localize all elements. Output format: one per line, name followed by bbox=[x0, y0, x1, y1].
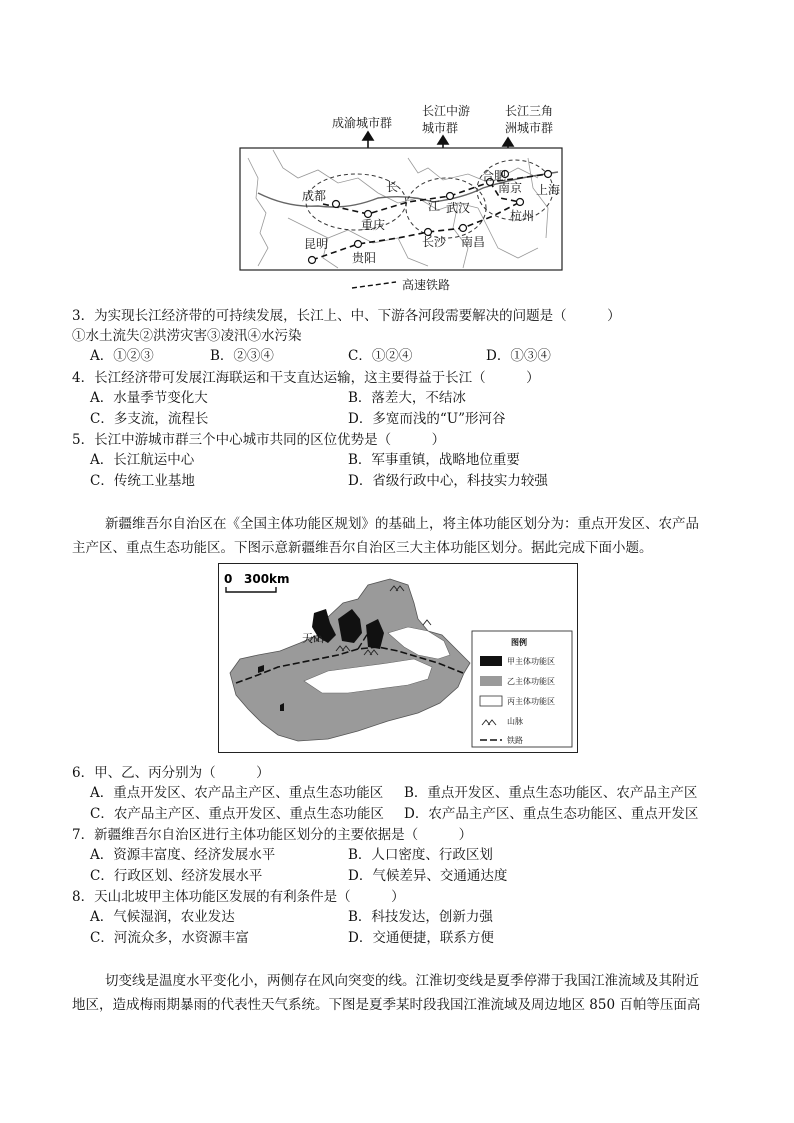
scale-zero: 0 bbox=[224, 572, 233, 586]
xinjiang-map-figure bbox=[218, 563, 578, 753]
question-7-option-d[interactable]: D．气候差异、交通通达度 bbox=[348, 868, 508, 884]
legend-swatch-jia bbox=[480, 656, 502, 666]
question-8-option-c[interactable]: C．河流众多，水资源丰富 bbox=[90, 930, 249, 946]
question-3-option-b[interactable]: B．②③④ bbox=[210, 348, 274, 364]
legend-label-yi: 乙主体功能区 bbox=[507, 677, 555, 686]
city-shanghai: 上海 bbox=[536, 183, 561, 197]
yangtze-map bbox=[228, 98, 568, 298]
callout-chengyu: 成渝城市群 bbox=[332, 116, 393, 130]
question-7-stem: 7．新疆维吾尔自治区进行主体功能区划分的主要依据是（ ） bbox=[72, 827, 473, 843]
callout-middle-1: 长江中游 bbox=[422, 104, 471, 118]
question-5-stem: 5．长江中游城市群三个中心城市共同的区位优势是（ ） bbox=[72, 432, 446, 448]
question-4-stem: 4．长江经济带可发展江海联运和干支直达运输，这主要得益于长江（ ） bbox=[72, 370, 540, 386]
question-8-option-d[interactable]: D．交通便捷，联系方便 bbox=[348, 930, 494, 946]
legend-swatch-bing bbox=[480, 696, 502, 706]
railway-legend-symbol bbox=[352, 282, 396, 288]
river-char-chang: 长 bbox=[386, 180, 399, 194]
legend-title: 图例 bbox=[511, 638, 527, 647]
question-3-subitems: ①水土流失②洪涝灾害③凌汛④水污染 bbox=[72, 328, 302, 344]
yangtze-map-figure bbox=[228, 98, 568, 298]
city-chongqing: 重庆 bbox=[361, 218, 386, 232]
question-6-option-c[interactable]: C．农产品主产区、重点开发区、重点生态功能区 bbox=[90, 806, 384, 822]
question-5-option-c[interactable]: C．传统工业基地 bbox=[90, 473, 195, 489]
tianshan-label: 天山 bbox=[302, 632, 324, 645]
city-hefei: 合肥 bbox=[482, 169, 507, 183]
passage-3-line-2: 地区，造成梅雨期暴雨的代表性天气系统。下图是夏季某时段我国江淮流域及周边地区 850 百帕等压面高 bbox=[72, 997, 701, 1013]
question-7-option-a[interactable]: A．资源丰富度、经济发展水平 bbox=[90, 847, 276, 863]
question-3-option-c[interactable]: C．①②④ bbox=[348, 348, 413, 364]
question-8-option-b[interactable]: B．科技发达，创新力强 bbox=[348, 909, 493, 925]
passage-2-line-2: 主产区、重点生态功能区。下图示意新疆维吾尔自治区三大主体功能区划分。据此完成下面小题。 bbox=[72, 540, 653, 556]
callout-middle-2: 城市群 bbox=[422, 121, 459, 135]
railway-legend-label: 高速铁路 bbox=[402, 278, 451, 292]
question-6-option-a[interactable]: A．重点开发区、农产品主产区、重点生态功能区 bbox=[90, 785, 384, 801]
question-3-option-a[interactable]: A．①②③ bbox=[90, 348, 154, 364]
question-7-option-c[interactable]: C．行政区划、经济发展水平 bbox=[90, 868, 263, 884]
city-nanjing: 南京 bbox=[498, 181, 523, 195]
legend-label-mountain: 山脉 bbox=[507, 717, 523, 726]
question-6-stem: 6．甲、乙、丙分别为（ ） bbox=[72, 765, 270, 781]
callout-delta-1: 长江三角 bbox=[505, 104, 554, 118]
legend-swatch-yi bbox=[480, 676, 502, 686]
legend-label-bing: 丙主体功能区 bbox=[507, 697, 555, 706]
xinjiang-map bbox=[218, 563, 578, 753]
question-7-option-b[interactable]: B．人口密度、行政区划 bbox=[348, 847, 493, 863]
question-6-option-b[interactable]: B．重点开发区、重点生态功能区、农产品主产区 bbox=[404, 785, 698, 801]
question-3-option-d[interactable]: D．①③④ bbox=[486, 348, 551, 364]
passage-3-line-1: 切变线是温度水平变化小，两侧存在风向突变的线。江淮切变线是夏季停滞于我国江淮流域及其附近 bbox=[105, 973, 699, 989]
city-hangzhou: 杭州 bbox=[510, 209, 535, 223]
legend-label-railway: 铁路 bbox=[507, 736, 523, 745]
question-4-option-a[interactable]: A．水量季节变化大 bbox=[90, 390, 208, 406]
question-5-option-a[interactable]: A．长江航运中心 bbox=[90, 452, 195, 468]
city-guiyang: 贵阳 bbox=[352, 251, 377, 265]
city-kunming: 昆明 bbox=[304, 237, 329, 251]
river-char-jiang: 江 bbox=[428, 199, 441, 213]
passage-2-line-1: 新疆维吾尔自治区在《全国主体功能区规划》的基础上，将主体功能区划分为：重点开发区、农产品 bbox=[105, 516, 699, 532]
city-chengdu: 成都 bbox=[302, 189, 327, 203]
city-wuhan: 武汉 bbox=[446, 201, 471, 215]
question-4-option-c[interactable]: C．多支流，流程长 bbox=[90, 411, 209, 427]
legend-label-jia: 甲主体功能区 bbox=[507, 657, 555, 666]
city-nanchang: 南昌 bbox=[461, 235, 486, 249]
question-4-option-b[interactable]: B．落差大，不结冰 bbox=[348, 390, 466, 406]
legend-box bbox=[472, 631, 572, 747]
city-changsha: 长沙 bbox=[422, 235, 447, 249]
question-8-option-a[interactable]: A．气候湿润，农业发达 bbox=[90, 909, 235, 925]
question-5-option-d[interactable]: D．省级行政中心，科技实力较强 bbox=[348, 473, 548, 489]
question-3-stem: 3．为实现长江经济带的可持续发展，长江上、中、下游各河段需要解决的问题是（ ） bbox=[72, 308, 621, 324]
question-4-option-d[interactable]: D．多宽而浅的“U”形河谷 bbox=[348, 411, 506, 427]
callout-delta-2: 洲城市群 bbox=[505, 121, 554, 135]
question-5-option-b[interactable]: B．军事重镇，战略地位重要 bbox=[348, 452, 520, 468]
question-8-stem: 8．天山北坡甲主体功能区发展的有利条件是（ ） bbox=[72, 889, 405, 905]
question-6-option-d[interactable]: D．农产品主产区、重点生态功能区、重点开发区 bbox=[404, 806, 699, 822]
scale-label: 300km bbox=[244, 572, 290, 586]
